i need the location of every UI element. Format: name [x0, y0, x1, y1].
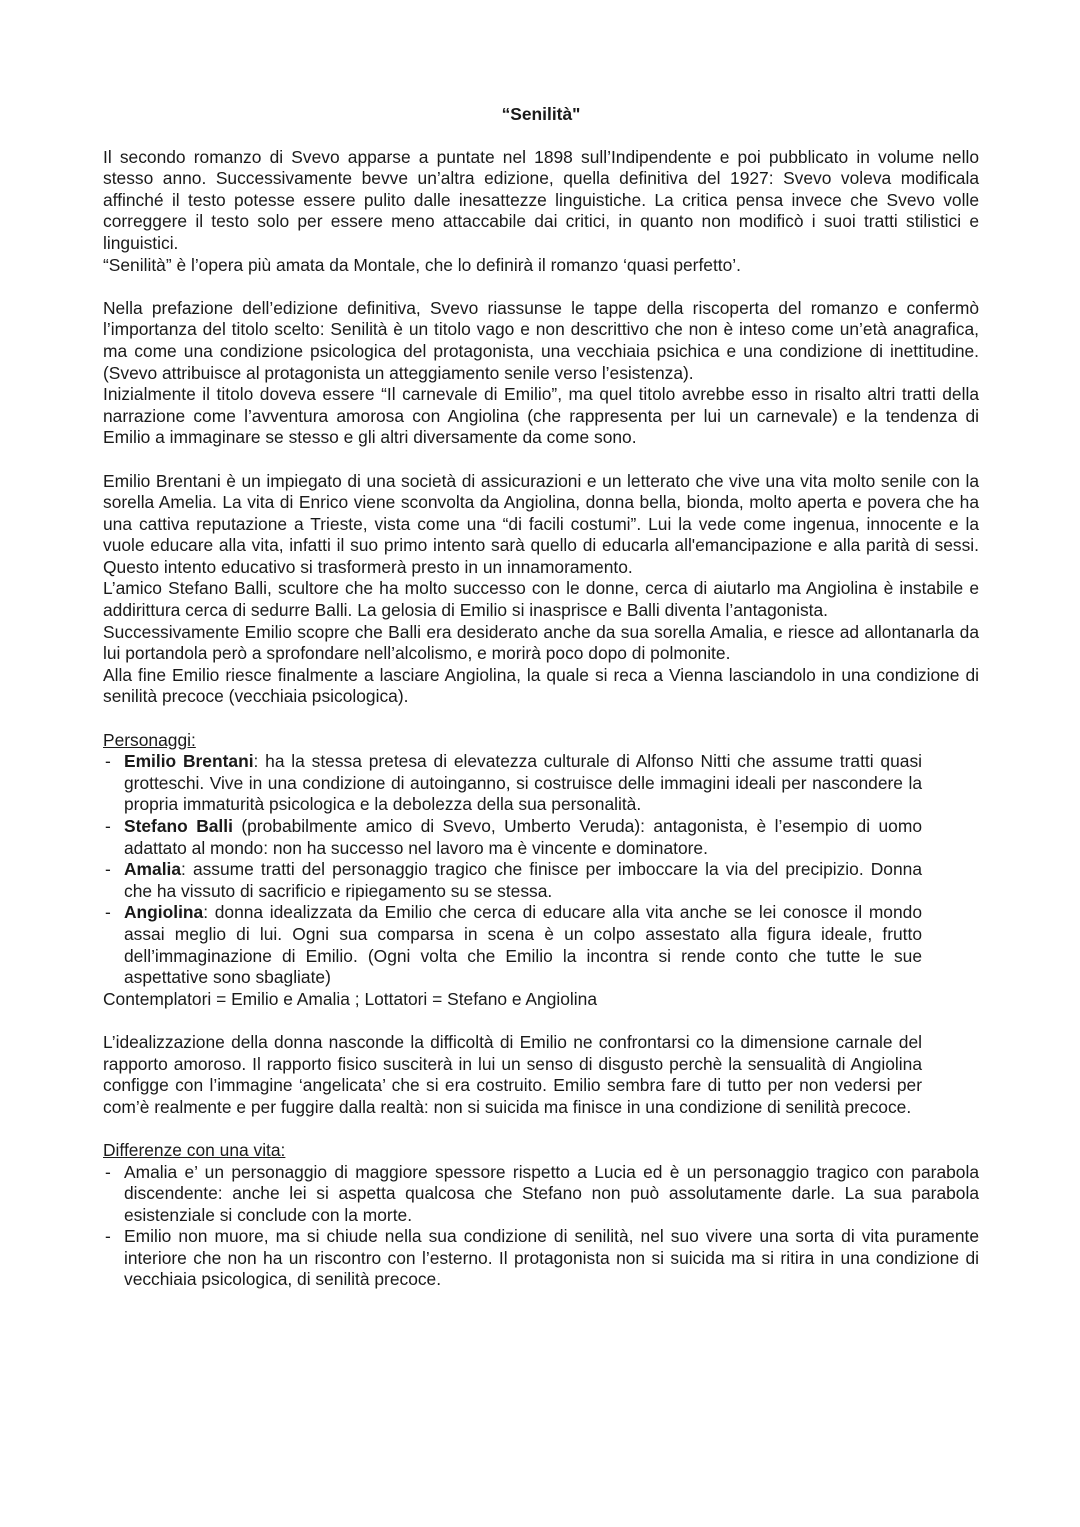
paragraph-trama-finale: Alla fine Emilio riesce finalmente a lasciare Angiolina, la quale si reca a Vienna lasciandolo in una condizione di senilità precoce (vecchiaia psicologica).	[103, 664, 979, 707]
spacer	[103, 1010, 979, 1032]
paragraph-titolo-originale: Inizialmente il titolo doveva essere “Il carnevale di Emilio”, ma quel titolo avrebbe esso in risalto altri tratti della narrazione come l’avventura amorosa con Angiolina (che rappresenta per lui un carnevale) e la tendenza di Emilio a immaginare se stesso e gli altri diversamente da come sono.	[103, 384, 979, 448]
paragraph-trama-amalia: Successivamente Emilio scopre che Balli era desiderato anche da sua sorella Amalia, e riesce ad allontanarla da lui portandola però a sprofondare nell’alcolismo, e morirà poco dopo di polmonite.	[103, 621, 979, 664]
character-name: Amalia	[124, 859, 182, 880]
paragraph-montale: “Senilità” è l’opera più amata da Montale, che lo definirà il romanzo ‘quasi perfetto’.	[103, 254, 742, 275]
list-item: - Amalia e’ un personaggio di maggiore spessore rispetto a Lucia ed è un personaggio tragico con parabola discendente: anche lei si aspetta qualcosa che Stefano non può assolutamente darle. La sua parabola esistenziale si conclude con la morte.	[103, 1162, 979, 1227]
document-title: “Senilità"	[501, 104, 581, 124]
document-page	[103, 104, 979, 1291]
character-description: : ha la stessa pretesa di elevatezza culturale di Alfonso Nitti che assume tratti quasi grotteschi. Vive in una condizione di autoinganno, si costruisce delle immagini ideali per nascondere la propria immaturità psicologica e la debolezza della sua personalità.	[124, 751, 922, 815]
list-item	[103, 859, 922, 902]
paragraph-prefazione: Nella prefazione dell’edizione definitiva, Svevo riassunse le tappe della riscoperta del romanzo e confermò l’importanza del titolo scelto: Senilità è un titolo vago e non descrittivo che non è inteso come un’età anagrafica, ma come una condizione psicologica del protagonista, una vecchiaia psichica e una condizione di inettitudine. (Svevo attribuisce al protagonista un atteggiamento senile verso l’esistenza).	[103, 297, 979, 383]
personaggi-list	[103, 751, 922, 989]
character-name: Emilio Brentani	[124, 751, 254, 772]
character-description: (probabilmente amico di Svevo, Umberto Veruda): antagonista, è l’esempio di uomo adattato al mondo: non ha successo nel lavoro ma è vincente e dominatore.	[124, 816, 922, 858]
list-item: - Emilio non muore, ma si chiude nella sua condizione di senilità, nel suo vivere una sorta di vita puramente interiore che non ha un riscontro con l’esterno. Il protagonista non si suicida ma si ritira in una condizione di vecchiaia psicologica, di senilità precoce.	[103, 1226, 979, 1291]
spacer	[103, 449, 979, 471]
character-name: Stefano Balli	[124, 816, 233, 836]
list-item	[103, 816, 922, 859]
spacer	[103, 708, 979, 730]
character-description: : donna idealizzata da Emilio che cerca di educare alla vita anche se lei conosce il mondo assai meglio di lui. Ogni sua comparsa in scena è un colpo assestato alla figura ideale, frutto dell’immaginazione di Emilio. (Ogni volta che Emilio la incontra si rende conto che tutte le sue aspettative sono sbagliate)	[124, 902, 922, 988]
character-description: : assume tratti del personaggio tragico che finisce per imboccare la via del precipizio. Donna che ha vissuto di sacrificio e ripiegamento su se stessa.	[124, 859, 922, 901]
section-heading-personaggi: Personaggi:	[103, 729, 196, 750]
section-heading-differenze: Differenze con una vita:	[103, 1139, 286, 1160]
spacer	[103, 276, 979, 298]
character-name: Angiolina	[124, 902, 204, 923]
paragraph-idealizzazione: L’idealizzazione della donna nasconde la difficoltà di Emilio ne confrontarsi co la dimensione carnale del rapporto amoroso. Il rapporto fisico susciterà in lui un senso di disgusto perchè la sensualità di Angiolina configge con l’immagine ‘angelicata’ che si era costruito. Emilio sembra fare di tutto per non vedersi per com’è realmente e per fuggire dalla realtà: non si suicida ma finisce in una condizione di senilità precoce.	[103, 1031, 922, 1117]
list-item	[103, 751, 922, 816]
paragraph-trama-emilio: Emilio Brentani è un impiegato di una società di assicurazioni e un letterato che vive una vita molto senile con la sorella Amelia. La vita di Enrico viene sconvolta da Angiolina, donna bella, bionda, molto aperta e povera che ha una cattiva reputazione a Trieste, vista come una “di facili costumi”. Lui la vede come ingenua, innocente e la vuole educare alla vita, infatti il suo primo intento sarà quello di educarla all'emancipazione e alla parità di sessi. Questo intento educativo si trasformerà presto in un innamoramento.	[103, 470, 979, 577]
differenze-list	[103, 1162, 979, 1292]
list-item	[103, 902, 922, 988]
personaggi-summary: Contemplatori = Emilio e Amalia ; Lottatori = Stefano e Angiolina	[103, 988, 597, 1009]
paragraph-publication: Il secondo romanzo di Svevo apparse a puntate nel 1898 sull’Indipendente e poi pubblicato in volume nello stesso anno. Successivamente bevve un’altra edizione, quella definitiva del 1927: Svevo voleva modificala affinché il testo potesse essere pulito dalle inesattezze linguistiche. La critica pensa invece che Svevo volle correggere il testo solo per essere meno attaccabile dai critici, in quanto non modificò i suoi tratti stilistici e linguistici.	[103, 146, 979, 253]
paragraph-trama-balli: L’amico Stefano Balli, scultore che ha molto successo con le donne, cerca di aiutarlo ma Angiolina è instabile e addirittura cerca di sedurre Balli. La gelosia di Emilio si inasprisce e Balli diventa l’antagonista.	[103, 578, 979, 621]
spacer	[103, 1118, 979, 1140]
